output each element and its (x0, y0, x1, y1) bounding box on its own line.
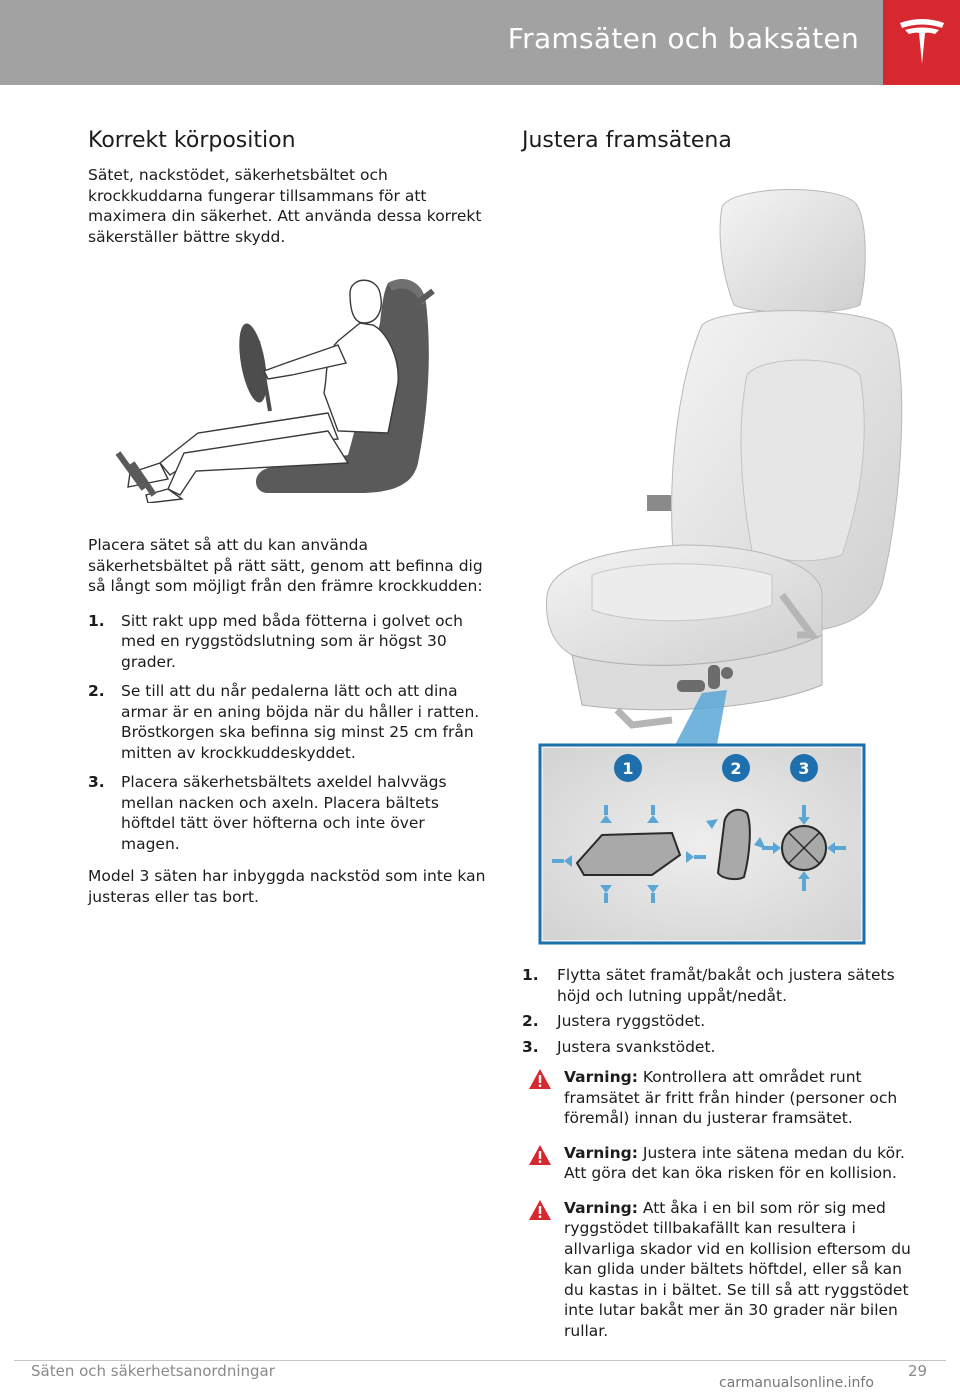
warning-block (522, 1198, 922, 1342)
intro-paragraph: Sätet, nackstödet, säkerhetsbältet och krockkuddarna fungerar tillsammans för att maximera din säkerhet. Att använda dessa korrekt säkerställer bättre skydd. (88, 166, 482, 246)
left-column (88, 128, 486, 907)
callout-2: 2 (730, 759, 742, 778)
list-item: 3. Placera säkerhetsbältets axeldel halvvägs mellan nacken och axeln. Placera bältets höftdel tätt över höfterna och inte över magen. (88, 773, 447, 853)
headrest-note: Model 3 säten har inbyggda nackstöd som inte kan justeras eller tas bort. (88, 867, 486, 906)
section-heading-adjust-seats: Justera framsätena (522, 128, 732, 153)
list-item: 2. Se till att du når pedalerna lätt och att dina armar är en aning böjda när du håller i ratten. Bröstkorgen ska befinna sig minst 25 cm från mitten av krockkuddeskyddet. (88, 682, 480, 762)
warning-label: Varning: (564, 1198, 638, 1217)
warning-triangle-icon (528, 1068, 552, 1090)
footer-divider (14, 1360, 946, 1361)
adjust-steps (522, 965, 922, 1057)
callout-3: 3 (798, 759, 810, 778)
footer-page-number: 29 (908, 1362, 928, 1380)
position-paragraph: Placera sätet så att du kan använda säkerhetsbältet på rätt sätt, genom att befinna dig så långt som möjligt från den främre krockkudden: (88, 536, 483, 595)
page-title: Framsäten och baksäten (507, 22, 859, 55)
warning-label: Varning: (564, 1068, 638, 1086)
position-steps (88, 611, 486, 855)
warning-block (522, 1143, 922, 1184)
warning-text: Att åka i en bil som rör sig med ryggstödet tillbakafällt kan resultera i allvarliga skador vid en kollision eftersom du kan glida under bältets höftdel, eller så kan du kastas in i bältet. Se till så att ryggstödet inte lutar bakåt mer än 30 grader när bilen rullar. (564, 1198, 911, 1340)
warning-block (522, 1067, 922, 1129)
tesla-logo-icon (896, 14, 948, 70)
right-column (522, 128, 922, 1355)
driving-position-illustration (88, 263, 486, 503)
list-item: 3. Justera svankstödet. (522, 1037, 716, 1056)
callout-1: 1 (622, 759, 634, 778)
page-header (0, 0, 883, 85)
warning-triangle-icon (528, 1144, 552, 1166)
warning-triangle-icon (528, 1199, 552, 1221)
front-seat-illustration (522, 165, 922, 955)
brand-logo-box (883, 0, 960, 85)
warning-label: Varning: (564, 1143, 638, 1162)
warning-text: Justera inte sätena medan du kör. Att göra det kan öka risken för en kollision. (564, 1143, 905, 1182)
list-item: 1. Sitt rakt upp med båda fötterna i golvet och med en ryggstödslutning som är högst 30 grader. (88, 611, 463, 671)
list-item: 2. Justera ryggstödet. (522, 1012, 706, 1030)
warning-text: Kontrollera att området runt framsätet är fritt från hinder (personer och föremål) innan du justerar framsätet. (564, 1068, 898, 1127)
footer-section-name: Säten och säkerhetsanordningar (31, 1362, 275, 1380)
list-item: 1. Flytta sätet framåt/bakåt och justera sätets höjd och lutning uppåt/nedåt. (522, 966, 895, 1005)
watermark: carmanualsonline.info (719, 1375, 874, 1391)
section-heading-driving-position: Korrekt körposition (88, 128, 296, 153)
